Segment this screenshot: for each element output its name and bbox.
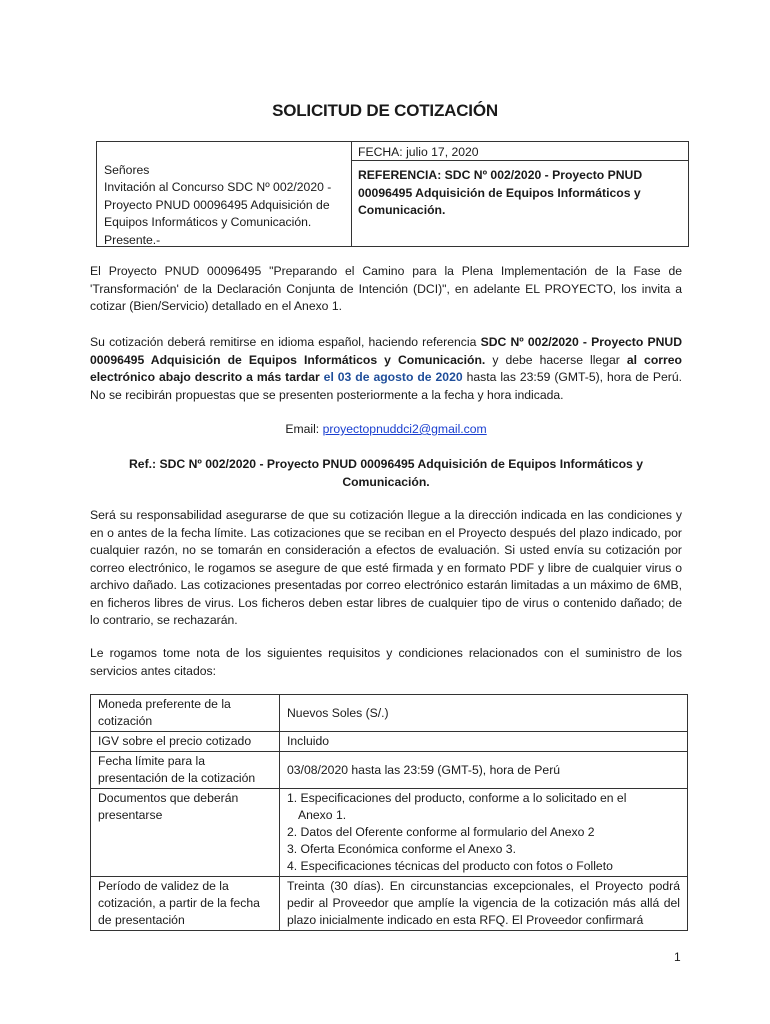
email-link[interactable]: proyectopnuddci2@gmail.com [322,422,487,436]
requirements-table [90,694,688,931]
recipient-line: Presente.- [104,232,161,247]
validity-value: Treinta (30 días). En circunstancias excepcionales, el Proyecto podrá pedir al Proveedor que amplíe la vigencia de la cotización más allá del plazo inicialmente indicado en esta RFQ. El Proveedor confirmará [280,877,688,931]
submission-text: Su cotización deberá remitirse en idioma español, haciendo referencia [90,335,481,349]
recipient-line: Invitación al Concurso SDC Nº 002/2020 - [104,180,332,195]
submission-text: hasta las 23:59 (GMT-5), hora de Perú. No se recibirán propuestas que se presenten posteriormente a la fecha y hora indicada. [90,370,682,402]
igv-value: Incluido [280,732,688,752]
docs-list [287,790,680,875]
email-line [90,421,682,439]
table-row [91,695,688,732]
recipient-line: Señores [104,163,150,177]
page-number: 1 [674,950,681,964]
doc-item-1: 1. Especificaciones del producto, conforme a lo solicitado en el [287,791,627,805]
validity-label: Período de validez de la cotización, a partir de la fecha de presentación [91,877,280,931]
submission-paragraph [90,334,682,404]
date-field: FECHA: julio 17, 2020 [352,142,688,161]
recipient-cell [97,142,352,246]
doc-item-1-cont: Anexo 1. [298,808,347,822]
table-row [91,732,688,752]
deadline-value: 03/08/2020 hasta las 23:59 (GMT-5), hora de Perú [280,752,688,789]
table-row [91,789,688,877]
requirements-intro: Le rogamos tome nota de los siguientes requisitos y condiciones relacionados con el suministro de los servicios antes citados: [90,646,682,678]
list-item: 3. Oferta Económica conforme el Anexo 3. [287,842,516,856]
list-item: 4. Especificaciones técnicas del producto con fotos o Folleto [287,859,613,873]
submission-reference: SDC Nº 002/2020 - Proyecto PNUD 00096495 Adquisición de Equipos Informáticos y Comunicación. [90,335,683,367]
submission-instruction: al correo electrónico abajo descrito a más tardar [90,352,682,384]
submission-text: y debe hacerse llegar [485,352,627,367]
email-label: Email: [285,422,323,436]
page-title: SOLICITUD DE COTIZACIÓN [272,101,498,120]
intro-paragraph: El Proyecto PNUD 00096495 "Preparando el Camino para la Plena Implementación de la Fase de 'Transformación' de la Declaración Conjunta de Intención (DCI)", en adelante EL PROYECTO, los invita a cotizar (Bien/Servicio) detallado en el Anexo 1. [90,264,682,313]
currency-label: Moneda preferente de la cotización [91,695,280,732]
header-box [96,141,689,247]
reference-field: REFERENCIA: SDC Nº 002/2020 - Proyecto PNUD 00096495 Adquisición de Equipos Informáticos y Comunicación. [358,168,643,217]
reference-line: Ref.: SDC Nº 002/2020 - Proyecto PNUD 00096495 Adquisición de Equipos Informáticos y Comunicación. [129,457,643,489]
list-item [287,790,680,824]
igv-label: IGV sobre el precio cotizado [91,732,280,752]
table-row [91,752,688,789]
docs-label: Documentos que deberán presentarse [91,789,280,877]
list-item: 2. Datos del Oferente conforme al formulario del Anexo 2 [287,825,595,839]
submission-deadline: el 03 de agosto de 2020 [319,370,463,384]
currency-value: Nuevos Soles (S/.) [280,695,688,732]
docs-value [280,789,688,877]
table-row [91,877,688,931]
deadline-label: Fecha límite para la presentación de la cotización [91,752,280,789]
recipient-line: Proyecto PNUD 00096495 Adquisición de [104,197,330,212]
recipient-line: Equipos Informáticos y Comunicación. [104,215,312,230]
responsibility-paragraph: Será su responsabilidad asegurarse de que su cotización llegue a la dirección indicada en las condiciones y en o antes de la fecha límite. Las cotizaciones que se reciban en el Proyecto después del plazo indicado, por cualquier razón, no se tomarán en consideración a efectos de evaluación. Si usted envía su cotización por correo electrónico, le rogamos se asegure de que esté firmada y en formato PDF y libre de cualquier virus o archivo dañado. Las cotizaciones presentadas por correo electrónico estarán limitadas a un máximo de 6MB, en ficheros libres de virus. Los ficheros deben estar libres de cualquier tipo de virus o contenido dañado; de lo contrario, se rechazarán. [90,508,682,627]
reference-cell [352,142,688,246]
